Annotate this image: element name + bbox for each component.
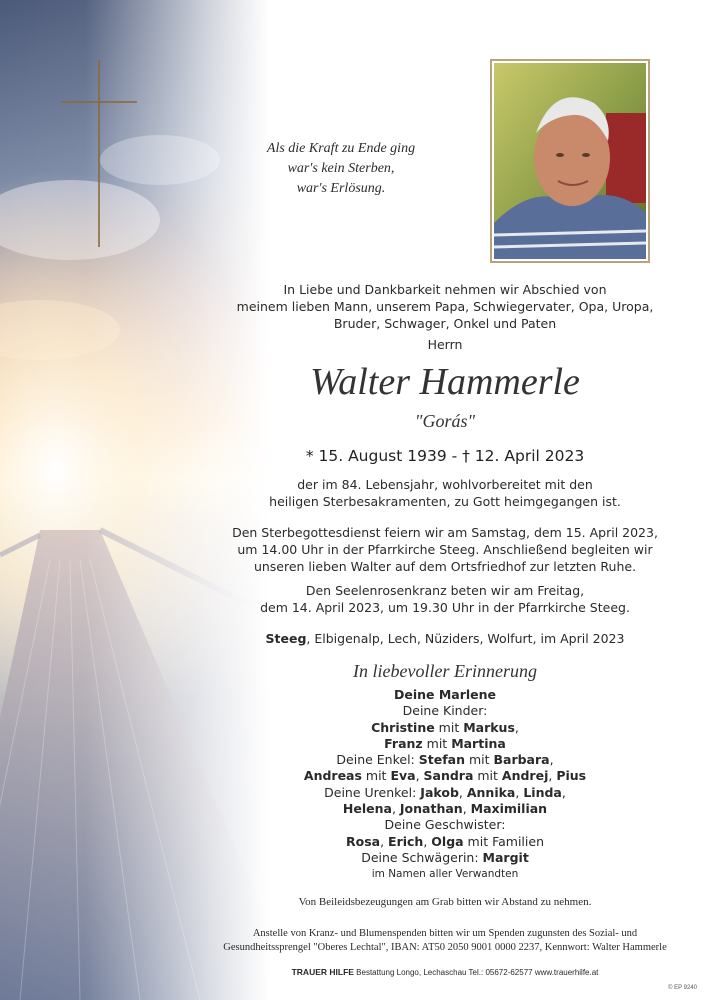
service-line: unseren lieben Walter auf dem Ortsfriedhof zur letzten Ruhe.: [253, 559, 637, 574]
life-dates: * 15. August 1939 - † 12. April 2023: [305, 447, 585, 465]
passing-text: [200, 476, 690, 510]
grandchildren-row: Andreas mit Eva, Sandra mit Andrej, Pius: [303, 768, 587, 784]
cross-vertical-bar: [98, 60, 100, 247]
intro-line: In Liebe und Dankbarkeit nehmen wir Abschied von: [283, 282, 607, 297]
siblings-label: Deine Geschwister:: [384, 817, 506, 833]
passing-line: heiligen Sterbesakramenten, zu Gott heimgegangen ist.: [269, 494, 621, 509]
service-line: um 14.00 Uhr in der Pfarrkirche Steeg. Anschließend begleiten wir: [237, 542, 653, 557]
intro-line: Bruder, Schwager, Onkel und Paten: [333, 316, 557, 331]
place-main: Steeg: [265, 631, 307, 646]
condolence-note: Von Beileidsbezeugungen am Grab bitten wir Abstand zu nehmen.: [298, 896, 592, 908]
service-line: Den Sterbegottesdienst feiern wir am Samstag, dem 15. April 2023,: [232, 525, 658, 540]
children-label: Deine Kinder:: [402, 703, 488, 719]
deceased-name: Walter Hammerle: [310, 361, 580, 403]
siblings-row: Rosa, Erich, Olga mit Familien: [345, 833, 544, 849]
intro-line: meinem lieben Mann, unserem Papa, Schwiegervater, Opa, Uropa,: [236, 299, 654, 314]
quote: [236, 139, 446, 199]
quote-line: war's kein Sterben,: [287, 161, 395, 176]
relatives-note: im Namen aller Verwandten: [371, 868, 519, 881]
quote-line: Als die Kraft zu Ende ging: [266, 141, 416, 156]
child-row: Franz mit Martina: [384, 735, 506, 751]
places-date: [200, 630, 690, 647]
child-row: Christine mit Markus,: [371, 719, 519, 735]
funeral-home-footer: TRAUER HILFE Bestattung Longo, Lechaschau Tel.: 05672-62577 www.trauerhilfe.at: [291, 967, 599, 977]
donation-note: Anstelle von Kranz- und Blumenspenden bitten wir um Spenden zugunsten des Sozial- und Gesundheitssprengel "Oberes Lechtal", IBAN: AT50 2050 9001 0000 2237, Kennwort: Walter Hammerle: [223, 928, 667, 953]
grandchildren-row: Deine Enkel: Stefan mit Barbara,: [336, 752, 554, 768]
salutation: Herrn: [427, 337, 463, 352]
family-list: [200, 687, 690, 883]
memory-heading: In liebevoller Erinnerung: [353, 661, 537, 681]
quote-line: war's Erlösung.: [296, 181, 386, 196]
rosary-line: dem 14. April 2023, um 19.30 Uhr in der Pfarrkirche Steeg.: [260, 600, 630, 615]
rosary-text: [200, 582, 690, 616]
sister-in-law-row: Deine Schwägerin: Margit: [361, 849, 529, 865]
document-code: © EP 9240: [668, 985, 697, 991]
intro-text: [200, 281, 690, 332]
deceased-nickname: "Gorás": [414, 411, 476, 431]
wife-name: Deine Marlene: [393, 687, 497, 702]
passing-line: der im 84. Lebensjahr, wohlvorbereitet mit den: [297, 477, 593, 492]
cross-horizontal-bar: [61, 101, 137, 103]
funeral-service-text: [200, 524, 690, 575]
places-rest: , Elbigenalp, Lech, Nüziders, Wolfurt, im April 2023: [306, 631, 625, 646]
rosary-line: Den Seelenrosenkranz beten wir am Freitag,: [305, 583, 585, 598]
great-grandchildren-row: Deine Urenkel: Jakob, Annika, Linda,: [324, 784, 566, 800]
portrait-photo: [490, 59, 650, 263]
brand-name: TRAUER HILFE: [291, 967, 354, 977]
great-grandchildren-row: Helena, Jonathan, Maximilian: [342, 801, 548, 817]
portrait-image: [494, 63, 646, 259]
